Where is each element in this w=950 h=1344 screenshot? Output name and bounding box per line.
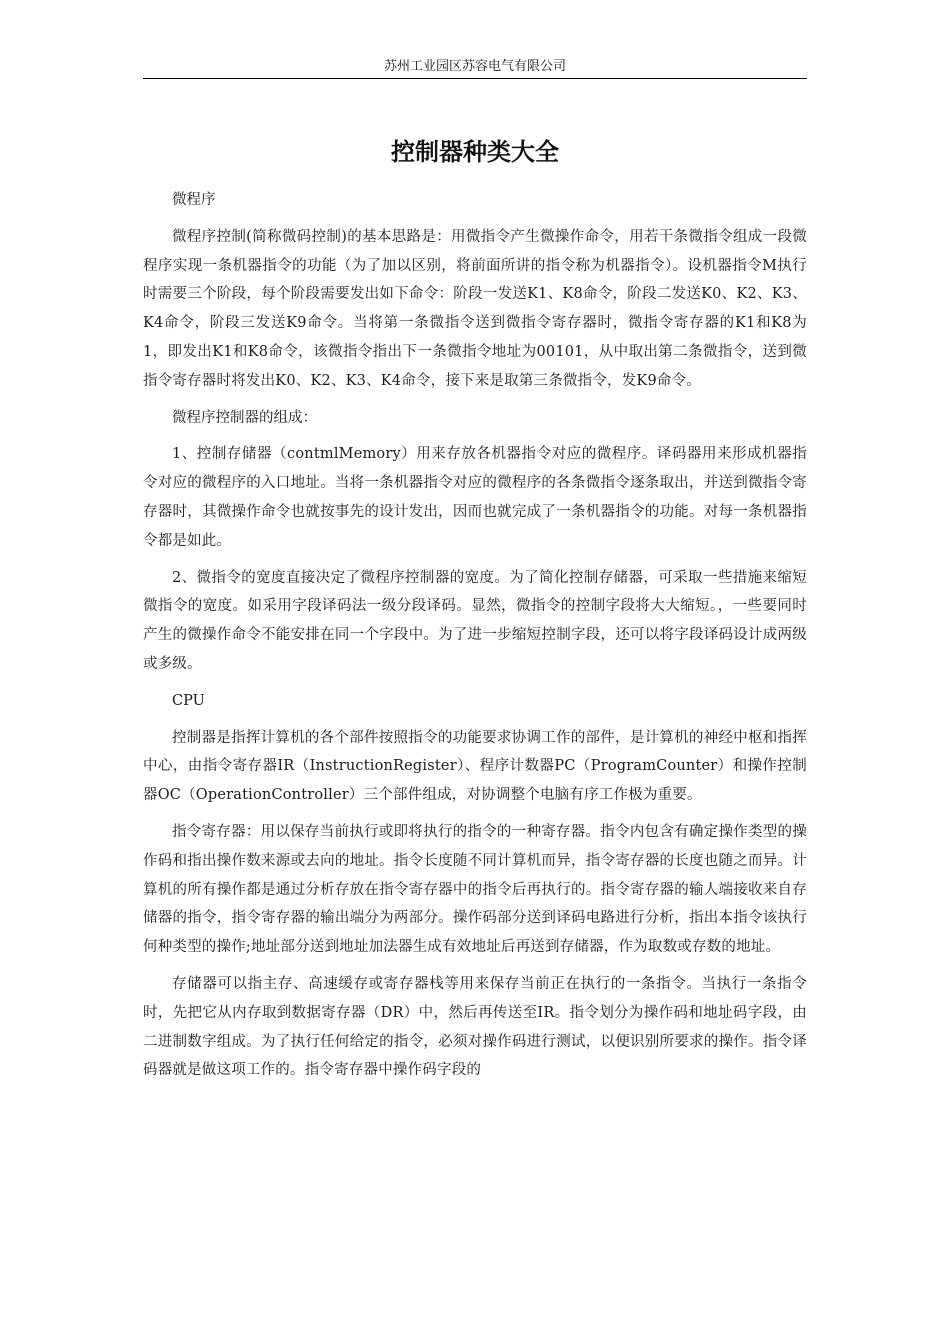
section-heading-microprogram-controller: 微程序控制器的组成：: [172, 409, 317, 426]
document-body: [143, 186, 807, 1093]
paragraph-memory: 存储器可以指主存、高速缓存或寄存器栈等用来保存当前正在执行的一条指令。当执行一条指令时，先把它从内存取到数据寄存器（DR）中，然后再传送至IR。指令划分为操作码和地址码字段，由二进制数字组成。为了执行任何给定的指令，必须对操作码进行测试，以便识别所要求的操作。指令译码器就是做这项工作的。指令寄存器中操作码字段的: [143, 975, 807, 1079]
page-header-company: 苏州工业园区苏容电气有限公司: [143, 56, 807, 79]
paragraph-microinstruction-width: 2、微指令的宽度直接决定了微程序控制器的宽度。为了简化控制存储器，可采取一些措施来缩短微指令的宽度。如采用字段译码法一级分段译码。显然，微指令的控制字段将大大缩短。，一些要同时产生的微操作命令不能安排在同一个字段中。为了进一步缩短控制字段，还可以将字段译码设计成两级或多级。: [143, 569, 807, 672]
paragraph-microprogram-control: 微程序控制(简称微码控制)的基本思路是：用微指令产生微操作命令，用若干条微指令组成一段微程序实现一条机器指令的功能（为了加以区别，将前面所讲的指令称为机器指令）。设机器指令M执行时需要三个阶段，每个阶段需要发出如下命令：阶段一发送K1、K8命令，阶段二发送K0、K2、K3、K4命令，阶段三发送K9命令。当将第一条微指令送到微指令寄存器时，微指令寄存器的K1和K8为1，即发出K1和K8命令，该微指令指出下一条微指令地址为00101，从中取出第二条微指令，送到微指令寄存器时将发出K0、K2、K3、K4命令，接下来是取第三条微指令，发K9命令。: [143, 228, 807, 389]
paragraph-control-memory: 1、控制存储器（contmlMemory）用来存放各机器指令对应的微程序。译码器用来形成机器指令对应的微程序的入口地址。当将一条机器指令对应的微程序的各条微指令逐条取出，并送到微指令寄存器时，其微操作命令也就按事先的设计发出，因而也就完成了一条机器指令的功能。对每一条机器指令都是如此。: [143, 446, 807, 549]
paragraph-instruction-register: 指令寄存器：用以保存当前执行或即将执行的指令的一种寄存器。指令内包含有确定操作类型的操作码和指出操作数来源或去向的地址。指令长度随不同计算机而异，指令寄存器的长度也随之而异。计算机的所有操作都是通过分析存放在指令寄存器中的指令后再执行的。指令寄存器的输人端接收来自存储器的指令，指令寄存器的输出端分为两部分。操作码部分送到译码电路进行分析，指出本指令该执行何种类型的操作;地址部分送到地址加法器生成有效地址后再送到存储器，作为取数或存数的地址。: [143, 823, 807, 956]
section-heading-microprogram: 微程序: [172, 192, 216, 208]
section-heading-cpu: CPU: [172, 692, 205, 709]
paragraph-controller-definition: 控制器是指挥计算机的各个部件按照指令的功能要求协调工作的部件，是计算机的神经中枢和指挥中心，由指令寄存器IR（InstructionRegister）、程序计数器PC（ProgramCounter）和操作控制器OC（OperationController）三个部件组成，对协调整个电脑有序工作极为重要。: [143, 729, 807, 804]
document-title: 控制器种类大全: [391, 138, 559, 166]
